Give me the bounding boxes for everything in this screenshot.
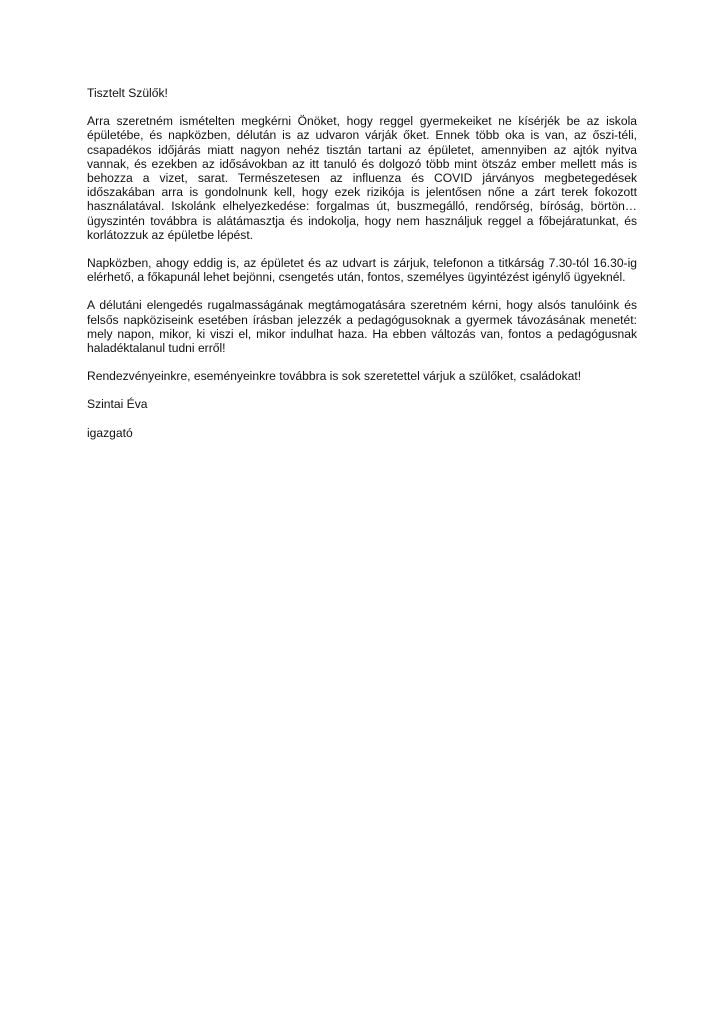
paragraph-daytime-access: Napközben, ahogy eddig is, az épületet és az udvart is zárjuk, telefonon a titkárság 7.30-tól 16.30-ig elérhető, a főkapunál lehet bejönni, csengetés után, fontos, személyes ügyintézést igénylő ügyeknél. bbox=[87, 256, 637, 285]
paragraph-afternoon-pickup: A délutáni elengedés rugalmasságának megtámogatására szeretném kérni, hogy alsós tanulóink és felsős napköziseink esetében írásban jelezzék a pedagógusoknak a gyermek távozásának menetét: mely napon, mikor, ki viszi el, mikor indulhat haza. Ha ebben változás van, fontos a pedagógusnak haladéktalanul tudni erről! bbox=[87, 298, 637, 356]
signature-name: Szintai Éva bbox=[87, 397, 148, 412]
letter-page bbox=[87, 86, 637, 454]
paragraph-entrance-policy: Arra szeretném ismételten megkérni Önöket, hogy reggel gyermekeiket ne kísérjék be az iskola épületébe, és napközben, délután is az udvaron várják őket. Ennek több oka is van, az őszi-téli, csapadékos időjárás miatt nagyon nehéz tisztán tartani az épületet, amennyiben az ajtók nyitva vannak, és ezekben az idősávokban az itt tanuló és dolgozó több mint ötszáz ember mellett más is behozza a vizet, sarat. Természetesen az influenza és COVID járványos megbetegedések időszakában arra is gondolnunk kell, hogy ezek rizikója is jelentősen nőne a zárt terek fokozott használatával. Iskolánk elhelyezkedése: forgalmas út, buszmegálló, rendőrség, bíróság, börtön…ügyszintén továbbra is alátámasztja és indokolja, hogy nem használjuk reggel a főbejáratunkat, és korlátozzuk az épületbe lépést. bbox=[87, 114, 637, 242]
signature-title: igazgató bbox=[87, 425, 133, 440]
letter-greeting: Tisztelt Szülők! bbox=[87, 86, 168, 100]
paragraph-events: Rendezvényeinkre, eseményeinkre továbbra is sok szeretettel várjuk a szülőket, családokat! bbox=[87, 369, 582, 384]
